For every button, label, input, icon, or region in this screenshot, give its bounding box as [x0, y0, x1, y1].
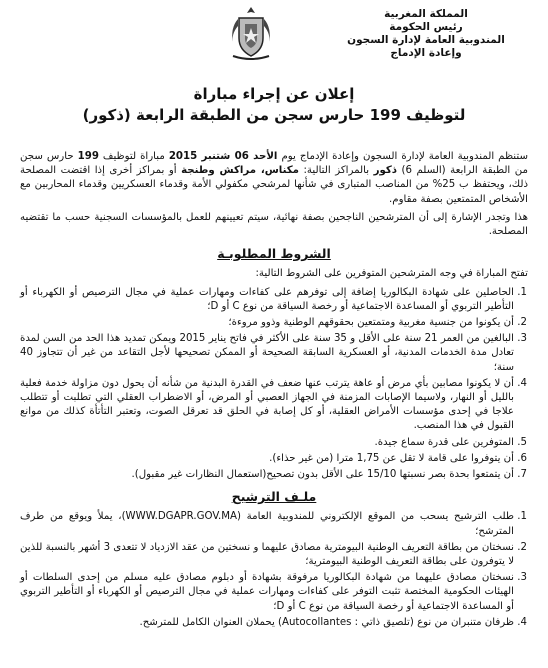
announcement-subtitle: لتوظيف 199 حارس سجن من الطبقة الرابعة (ذكور): [82, 106, 466, 124]
centers-list: مكناس، مراكش وطنجة: [181, 165, 299, 177]
intro-text-1: ستنظم المندوبية العامة لإدارة السجون وإعادة الإدماج يوم: [277, 151, 528, 162]
announcement-title-block: [0, 84, 548, 126]
assignment-paragraph: هذا وتجدر الإشارة إلى أن المترشحين الناجحين بصفة نهائية، سيتم تعيينهم للعمل بالمؤسسات السجنية حسب ما تقتضيه المصلحة.: [20, 211, 528, 238]
file-item: 1. طلب الترشيح يسحب من الموقع الإلكتروني للمندوبية العامة (WWW.DGAPR.GOV.MA)، يملأ ويوقع من طرف المترشح؛: [20, 510, 514, 538]
application-file-heading: ملـف الترشيح: [231, 489, 317, 505]
conditions-list: [20, 286, 528, 483]
announcement-body: [20, 150, 528, 632]
kingdom-label: المملكة المغربية: [384, 8, 468, 20]
coat-of-arms-icon: [225, 4, 277, 62]
condition-item: 4. أن لا يكونوا مصابين بأي مرض أو عاهة يترتب عنها ضعف في القدرة البدنية من شأنه أن يحول دون مزاولة خدمة فعلية بالليل أو النهار، ولاسيما الإصابات المزمنة في الجهاز العصبي أو المرض، أو الاضطراب العقلي التي تطلبت أو تتطلب علاجا في إحدى مؤسسات الأمراض العقلية، أو كل إصابة في الحلق قد تعرقل الصوت، وتعتبر التأتأة كذلك من موانع القبول في هذا المنصب.: [20, 377, 514, 434]
intro-text-2: مباراة لتوظيف: [98, 151, 169, 162]
condition-item: 2. أن يكونوا من جنسية مغربية ومتمتعين بحقوقهم الوطنية وذوو مروءة؛: [20, 316, 514, 330]
gender-label: ذكور: [373, 165, 397, 177]
institution-block: [316, 8, 536, 60]
government-label: رئيس الحكومة: [389, 21, 463, 33]
condition-item: 5. المتوفرين على قدرة سماع جيدة.: [20, 436, 514, 450]
intro-paragraph: [20, 150, 528, 207]
directorate-label-2: وإعادة الإدماج: [390, 47, 462, 59]
file-item: 3. نسختان مصادق عليهما من شهادة البكالوريا مرفوقة بشهادة أو دبلوم مصادق عليه مسلم من إحدى السلطات أو الهيئات الحكومية المختصة تثبت التوفر على كفاءات ومهارات عملية في مجال الترصيص أو الكهرباء أو التأطير التربوي أو المساعدة الاجتماعية أو رخصة السياقة من نوع C أو D؛: [20, 571, 514, 614]
condition-item: 1. الحاصلين على شهادة البكالوريا إضافة إلى توفرهم على كفاءات ومهارات عملية في مجال الترصيص أو الكهرباء أو التأطير التربوي أو المساعدة الاجتماعية أو رخصة السياقة من نوع C أو D؛: [20, 286, 514, 314]
condition-item: 3. البالغين من العمر 21 سنة على الأقل و 35 سنة على الأكثر في فاتح يناير 2015 ويمكن تمديد هذا الحد من السن لمدة تعادل مدة الخدمات المدنية، أو العسكرية السابقة الصحيحة أو الممكن تصحيحها لأجل التقاعد من غير أن تتجاوز 40 سنة؛: [20, 332, 514, 375]
conditions-intro: تفتح المباراة في وجه المترشحين المتوفرين على الشروط التالية:: [255, 268, 528, 280]
file-item: 2. نسختان من بطاقة التعريف الوطنية البيومترية مصادق عليهما و نسختين من عقد الازدياد لا تتعدى 3 أشهر بالنسبة للذين لا يتوفرون على بطاقة التعريف الوطنية البيومترية؛: [20, 541, 514, 569]
condition-item: 7. أن يتمتعوا بحدة بصر نسبتها 15/10 على الأقل بدون تصحيح(استعمال النظارات غير مقبول).: [20, 468, 514, 482]
intro-text-5: أو بمراكز أخرى إذا اقتضت المصلحة ذلك، ويحتفظ ب 25% من المناصب المتبارى في شأنها لمرشحي مكفولي الأمة وقدماء العسكريين وقدماء المحاربين مع الأشخاص المتمتعين بصفة مقاوم.: [20, 165, 528, 205]
intro-text-3: حارس سجن من الطبقة الرابعة (السلم 6): [20, 151, 528, 177]
intro-text-4: بالمراكز التالية:: [298, 165, 374, 177]
announcement-title: إعلان عن إجراء مباراة: [193, 85, 355, 103]
condition-item: 6. أن يتوفروا على قامة لا تقل عن 1,75 مترا (من غير حذاء).: [20, 452, 514, 466]
letterhead: [0, 0, 548, 80]
directorate-label: المندوبية العامة لإدارة السجون: [347, 34, 505, 46]
file-item: 4. ظرفان متنبران من نوع (تلصيق ذاتي : Autocollantes) يحملان العنوان الكامل للمترشح.: [20, 616, 514, 630]
conditions-heading: الشروط المطلوبـة: [217, 246, 331, 262]
exam-date: الأحد 06 شتنبر 2015: [168, 151, 278, 162]
application-file-list: [20, 510, 528, 630]
post-count: 199: [77, 151, 99, 162]
